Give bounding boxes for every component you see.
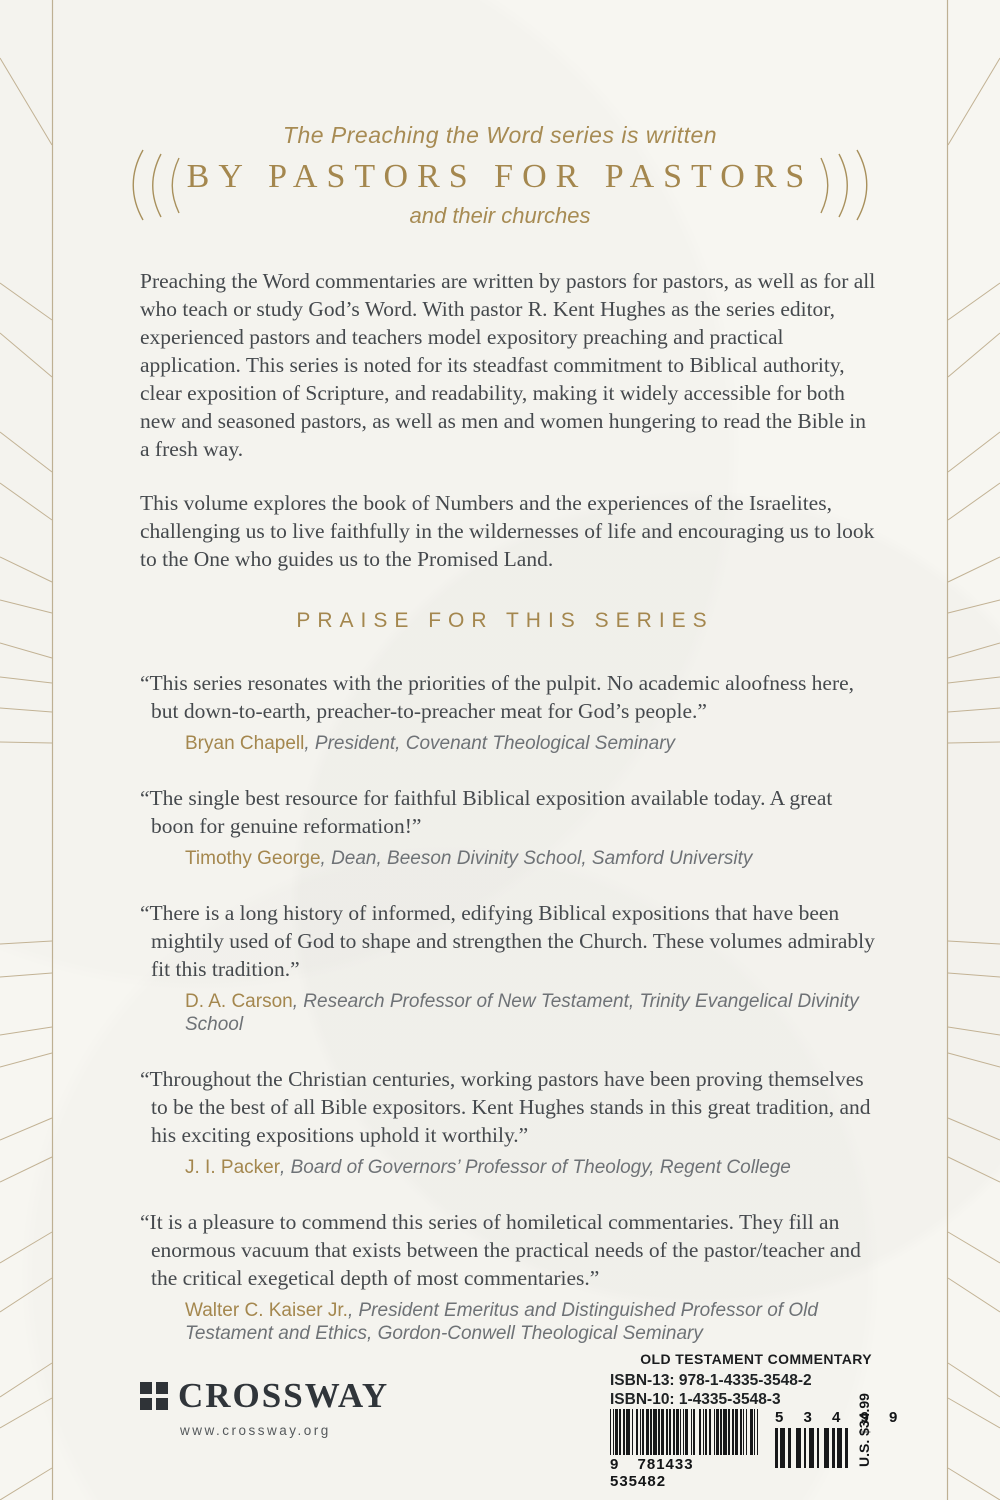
- endorsement-quote: [140, 1208, 880, 1345]
- barcode-bars: [610, 1409, 762, 1455]
- endorsement-quote: [140, 899, 880, 1036]
- intro-paragraph-volume: This volume explores the book of Numbers and the experiences of the Israelites, challenging us to live faithfully in the wildernesses of life and encouraging us to look to the One who guides us to the Promised Land.: [140, 491, 875, 571]
- series-tagline-sub: and their churches: [409, 203, 591, 228]
- endorser-name: D. A. Carson: [185, 991, 293, 1012]
- praise-heading: PRAISE FOR THIS SERIES: [296, 609, 714, 632]
- addon-digits: 5 3 4 9 9: [775, 1409, 906, 1426]
- publisher-url: www.crossway.org: [180, 1423, 331, 1438]
- endorser-title: , Research Professor of New Testament, Trinity Evangelical Divinity School: [185, 991, 859, 1035]
- series-tagline-top: The Preaching the Word series is written: [282, 122, 718, 148]
- publisher-block: [140, 1376, 389, 1438]
- quote-attribution: [140, 1156, 880, 1179]
- category-label: OLD TESTAMENT COMMENTARY: [640, 1351, 872, 1367]
- intro-paragraph-series: Preaching the Word commentaries are written by pastors for pastors, as well as for all who teach or study God’s Word. With pastor R. Kent Hughes as the series editor, experienced pastors and teachers model expository preaching and practical application. This series is noted for its steadfast commitment to Biblical authority, clear exposition of Scripture, and readability, making it widely accessible for both new and seasoned pastors, as well as men and women hungering to read the Bible in a fresh way.: [140, 269, 876, 461]
- endorser-title: , Board of Governors’ Professor of Theology, Regent College: [280, 1157, 791, 1178]
- quote-text: “Throughout the Christian centuries, working pastors have been proving themselves to be the best of all Bible expositors. Kent Hughes stands in this great tradition, and his exciting expositions uphold it worthily.”: [140, 1067, 871, 1147]
- endorser-title: , President Emeritus and Distinguished Professor of Old Testament and Ethics, Gordon-Conwell Theological Seminary: [185, 1300, 818, 1344]
- endorser-name: Walter C. Kaiser Jr.: [185, 1300, 348, 1321]
- endorser-name: Bryan Chapell: [185, 733, 305, 754]
- barcode-bar: [845, 1428, 848, 1468]
- crossway-logo-icon: [140, 1382, 168, 1410]
- isbn-block: [610, 1371, 812, 1409]
- quote-attribution: [140, 990, 880, 1036]
- endorser-name: Timothy George: [185, 848, 321, 869]
- price-label: U.S. $34.99: [856, 1393, 872, 1467]
- series-header: [0, 0, 1000, 229]
- isbn13-text: ISBN-13: 978-1-4335-3548-2: [610, 1372, 812, 1389]
- endorser-title: , Dean, Beeson Divinity School, Samford University: [320, 848, 753, 869]
- endorsement-quote: [140, 1065, 880, 1179]
- back-cover-copy: [140, 267, 880, 1345]
- endorsement-quote: [140, 669, 880, 755]
- quote-attribution: [140, 847, 880, 870]
- isbn10-text: ISBN-10: 1-4335-3548-3: [610, 1391, 781, 1408]
- barcode-bar: [758, 1409, 759, 1455]
- quote-text: “This series resonates with the priorities of the pulpit. No academic aloofness here, but down-to-earth, preacher-to-preacher meat for God’s people.”: [140, 671, 855, 723]
- series-tagline-main: BY PASTORS FOR PASTORS: [186, 158, 814, 195]
- endorser-title: , President, Covenant Theological Seminary: [304, 733, 676, 754]
- endorser-name: J. I. Packer: [185, 1157, 281, 1178]
- ean-barcode: [610, 1409, 762, 1490]
- quote-text: “There is a long history of informed, edifying Biblical expositions that have been mightily used of God to shape and strengthen the Church. These volumes admirably fit this tradition.”: [140, 901, 875, 981]
- barcode-bars: [775, 1428, 853, 1468]
- quote-text: “It is a pleasure to commend this series of homiletical commentaries. They fill an enormous vacuum that exists between the practical needs of the pastor/teacher and the critical exegetical depth of most commentaries.”: [140, 1210, 861, 1290]
- quote-attribution: [140, 1299, 880, 1345]
- quote-attribution: [140, 732, 880, 755]
- barcode-digits: 9 781433 535482: [610, 1456, 694, 1490]
- publisher-wordmark: CROSSWAY: [178, 1376, 390, 1415]
- quote-text: “The single best resource for faithful Biblical exposition available today. A great boon for genuine reformation!”: [140, 786, 833, 838]
- endorsement-quote: [140, 784, 880, 870]
